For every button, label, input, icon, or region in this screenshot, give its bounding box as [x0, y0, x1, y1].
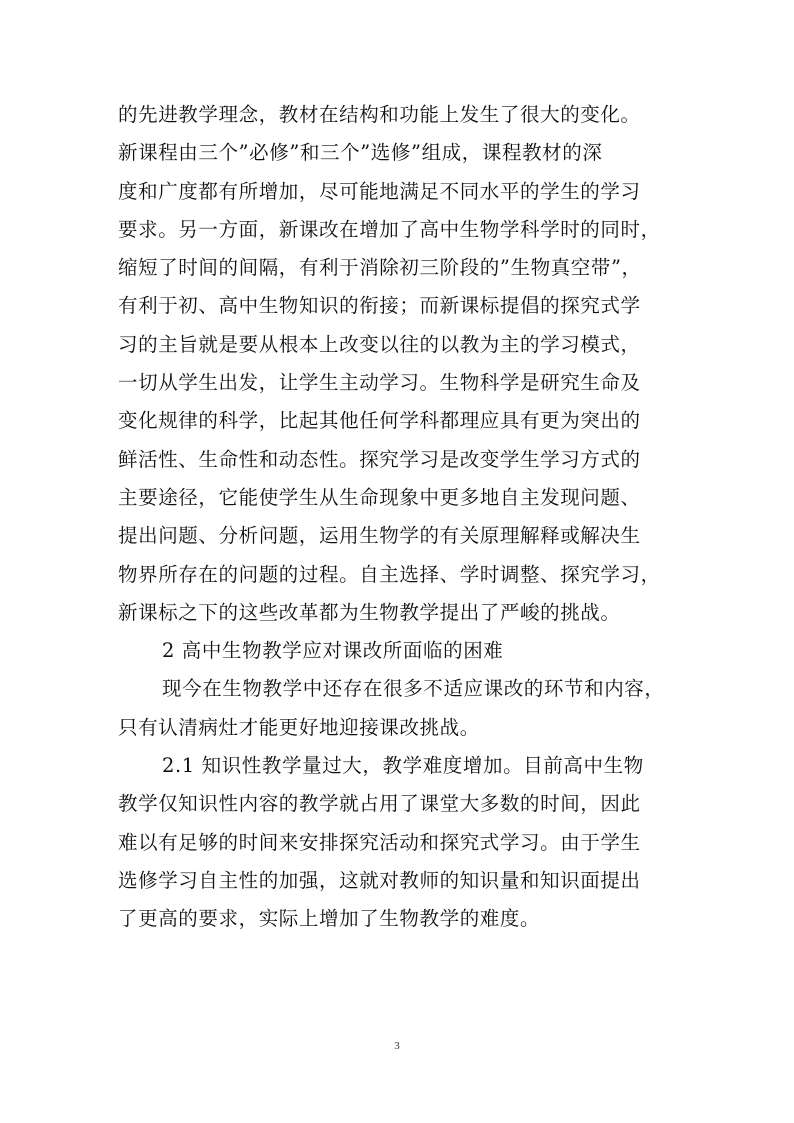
text-line: 只有认清病灶才能更好地迎接课改挑战。: [118, 715, 480, 739]
body-text: [118, 96, 680, 939]
text-line: 提出问题、分析问题，运用生物学的有关原理解释或解决生: [118, 524, 641, 548]
text-line: 鲜活性、生命性和动态性。探究学习是改变学生学习方式的: [118, 447, 641, 471]
text-line: 物界所存在的问题的过程。自主选择、学时调整、探究学习，: [118, 562, 661, 586]
page-number: 3: [394, 1040, 400, 1052]
text-line: 度和广度都有所增加，尽可能地满足不同水平的学生的学习: [118, 179, 641, 203]
text-line: 新课标之下的这些改革都为生物教学提出了严峻的挑战。: [118, 600, 621, 624]
text-line: 了更高的要求，实际上增加了生物教学的难度。: [118, 907, 541, 931]
paragraph-first-line: 现今在生物教学中还存在很多不适应课改的环节和内容，: [162, 677, 665, 701]
text-line: 选修学习自主性的加强，这就对教师的知识量和知识面提出: [118, 868, 641, 892]
text-line: 难以有足够的时间来安排探究活动和探究式学习。由于学生: [118, 830, 641, 854]
text-line: 主要途径，它能使学生从生命现象中更多地自主发现问题、: [118, 485, 641, 509]
text-line: 习的主旨就是要从根本上改变以往的以教为主的学习模式，: [118, 332, 641, 356]
text-line: 要求。另一方面，新课改在增加了高中生物学科学时的同时，: [118, 217, 661, 241]
text-line: 教学仅知识性内容的教学就占用了课堂大多数的时间，因此: [118, 792, 641, 816]
text-line: 新课程由三个”必修”和三个”选修”组成，课程教材的深: [118, 141, 603, 165]
section-heading: 2 高中生物教学应对课改所面临的困难: [162, 639, 504, 663]
text-line: 一切从学生出发，让学生主动学习。生物科学是研究生命及: [118, 371, 641, 395]
text-line: 有利于初、高中生物知识的衔接；而新课标提倡的探究式学: [118, 294, 641, 318]
text-line: 的先进教学理念，教材在结构和功能上发生了很大的变化。: [118, 103, 641, 126]
text-line: 变化规律的科学，比起其他任何学科都理应具有更为突出的: [118, 409, 641, 433]
subsection-first-line: 2.1 知识性教学量过大，教学难度增加。目前高中生物: [162, 754, 644, 778]
text-line: 缩短了时间的间隔，有利于消除初三阶段的”生物真空带”，: [118, 256, 642, 280]
